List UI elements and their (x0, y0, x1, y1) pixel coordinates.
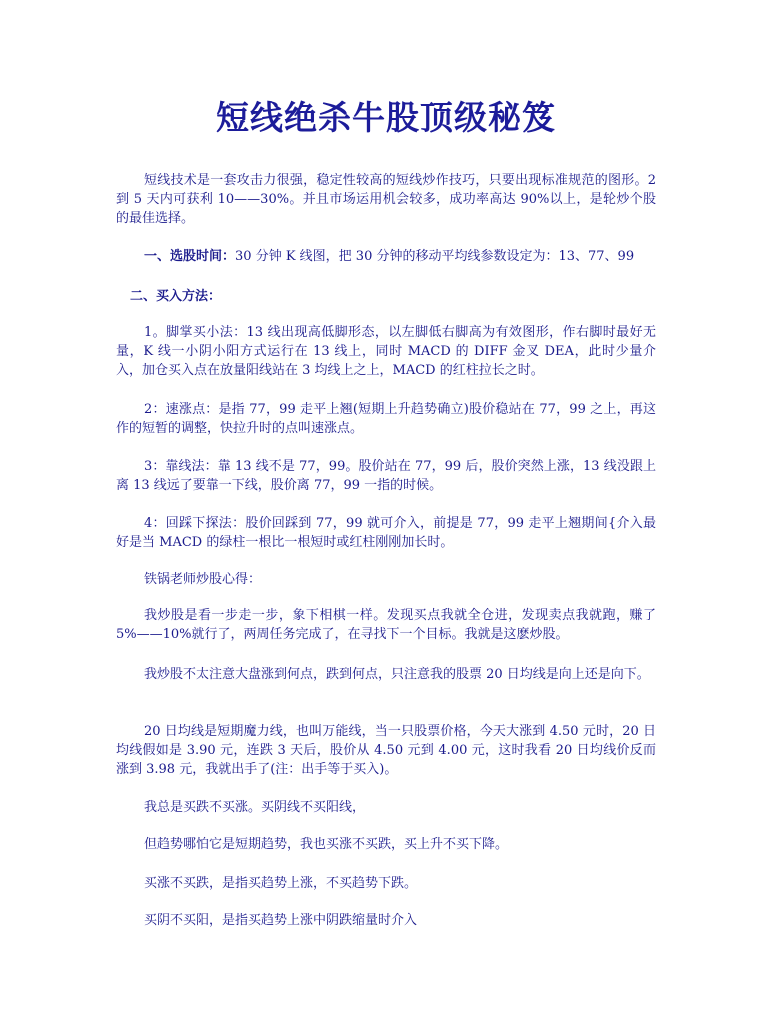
section-label: 一、选股时间： (144, 249, 236, 264)
section-stock-selection-time (116, 247, 656, 266)
experience-paragraph: 买涨不买跌，是指买趋势上涨，不买趋势下跌。 (144, 876, 418, 891)
experience-paragraph: 买阴不买阳，是指买趋势上涨中阴跌缩量时介入 (144, 913, 418, 928)
method-paragraph: 2：速涨点：是指 77，99 走平上翘(短期上升趋势确立)股价稳站在 77，99 之上，再这作的短暂的调整，快拉升时的点叫速涨点。 (116, 402, 656, 436)
method-paragraph: 4：回踩下探法：股价回踩到 77，99 就可介入，前提是 77，99 走平上翘期间{介入最好是当 MACD 的绿柱一根比一根短时或红柱刚刚加长时。 (116, 516, 656, 550)
section-buy-methods (116, 287, 656, 306)
intro-paragraph: 短线技术是一套攻击力很强，稳定性较高的短线炒作技巧，只要出现标准规范的图形。2 到 5 天内可获利 10——30%。并且市场运用机会较多，成功率高达 90%以上，是轮炒个股的最佳选择。 (116, 173, 656, 226)
section-label: 二、买入方法： (130, 289, 222, 304)
experience-paragraph: 我总是买跌不买涨。买阴线不买阳线， (144, 800, 366, 815)
teacher-heading: 铁锅老师炒股心得： (144, 572, 262, 587)
section-text: 30 分钟 K 线图，把 30 分钟的移动平均线参数设定为：13、77、99 (235, 249, 635, 264)
experience-paragraph: 我炒股不太注意大盘涨到何点，跌到何点，只注意我的股票 20 日均线是向上还是向下。 (144, 667, 650, 682)
page-title: 短线绝杀牛股顶级秘笈 (216, 98, 556, 137)
method-paragraph: 3：靠线法：靠 13 线不是 77，99。股价站在 77，99 后，股价突然上涨，13 线没跟上离 13 线远了要靠一下线，股价离 77，99 一指的时候。 (116, 459, 656, 493)
experience-paragraph: 但趋势哪怕它是短期趋势，我也买涨不买跌，买上升不买下降。 (144, 837, 509, 852)
experience-paragraph: 我炒股是看一步走一步，象下相棋一样。发现买点我就全仓进，发现卖点我就跑，赚了 5%——10%就行了，两周任务完成了，在寻找下一个目标。我就是这麽炒股。 (116, 608, 656, 642)
method-paragraph: 1。脚掌买小法：13 线出现高低脚形态，以左脚低右脚高为有效图形，作右脚时最好无量，K 线一小阴小阳方式运行在 13 线上，同时 MACD 的 DIFF 金叉 DEA，此时少量介入，加仓买入点在放量阳线站在 3 均线上之上，MACD 的红柱拉长之时。 (116, 325, 656, 378)
experience-paragraph: 20 日均线是短期魔力线，也叫万能线，当一只股票价格，今天大涨到 4.50 元时，20 日均线假如是 3.90 元，连跌 3 天后，股价从 4.50 元到 4.00 元，这时我看 20 日均线价反而涨到 3.98 元，我就出手了(注：出手等于买入)。 (116, 724, 656, 777)
